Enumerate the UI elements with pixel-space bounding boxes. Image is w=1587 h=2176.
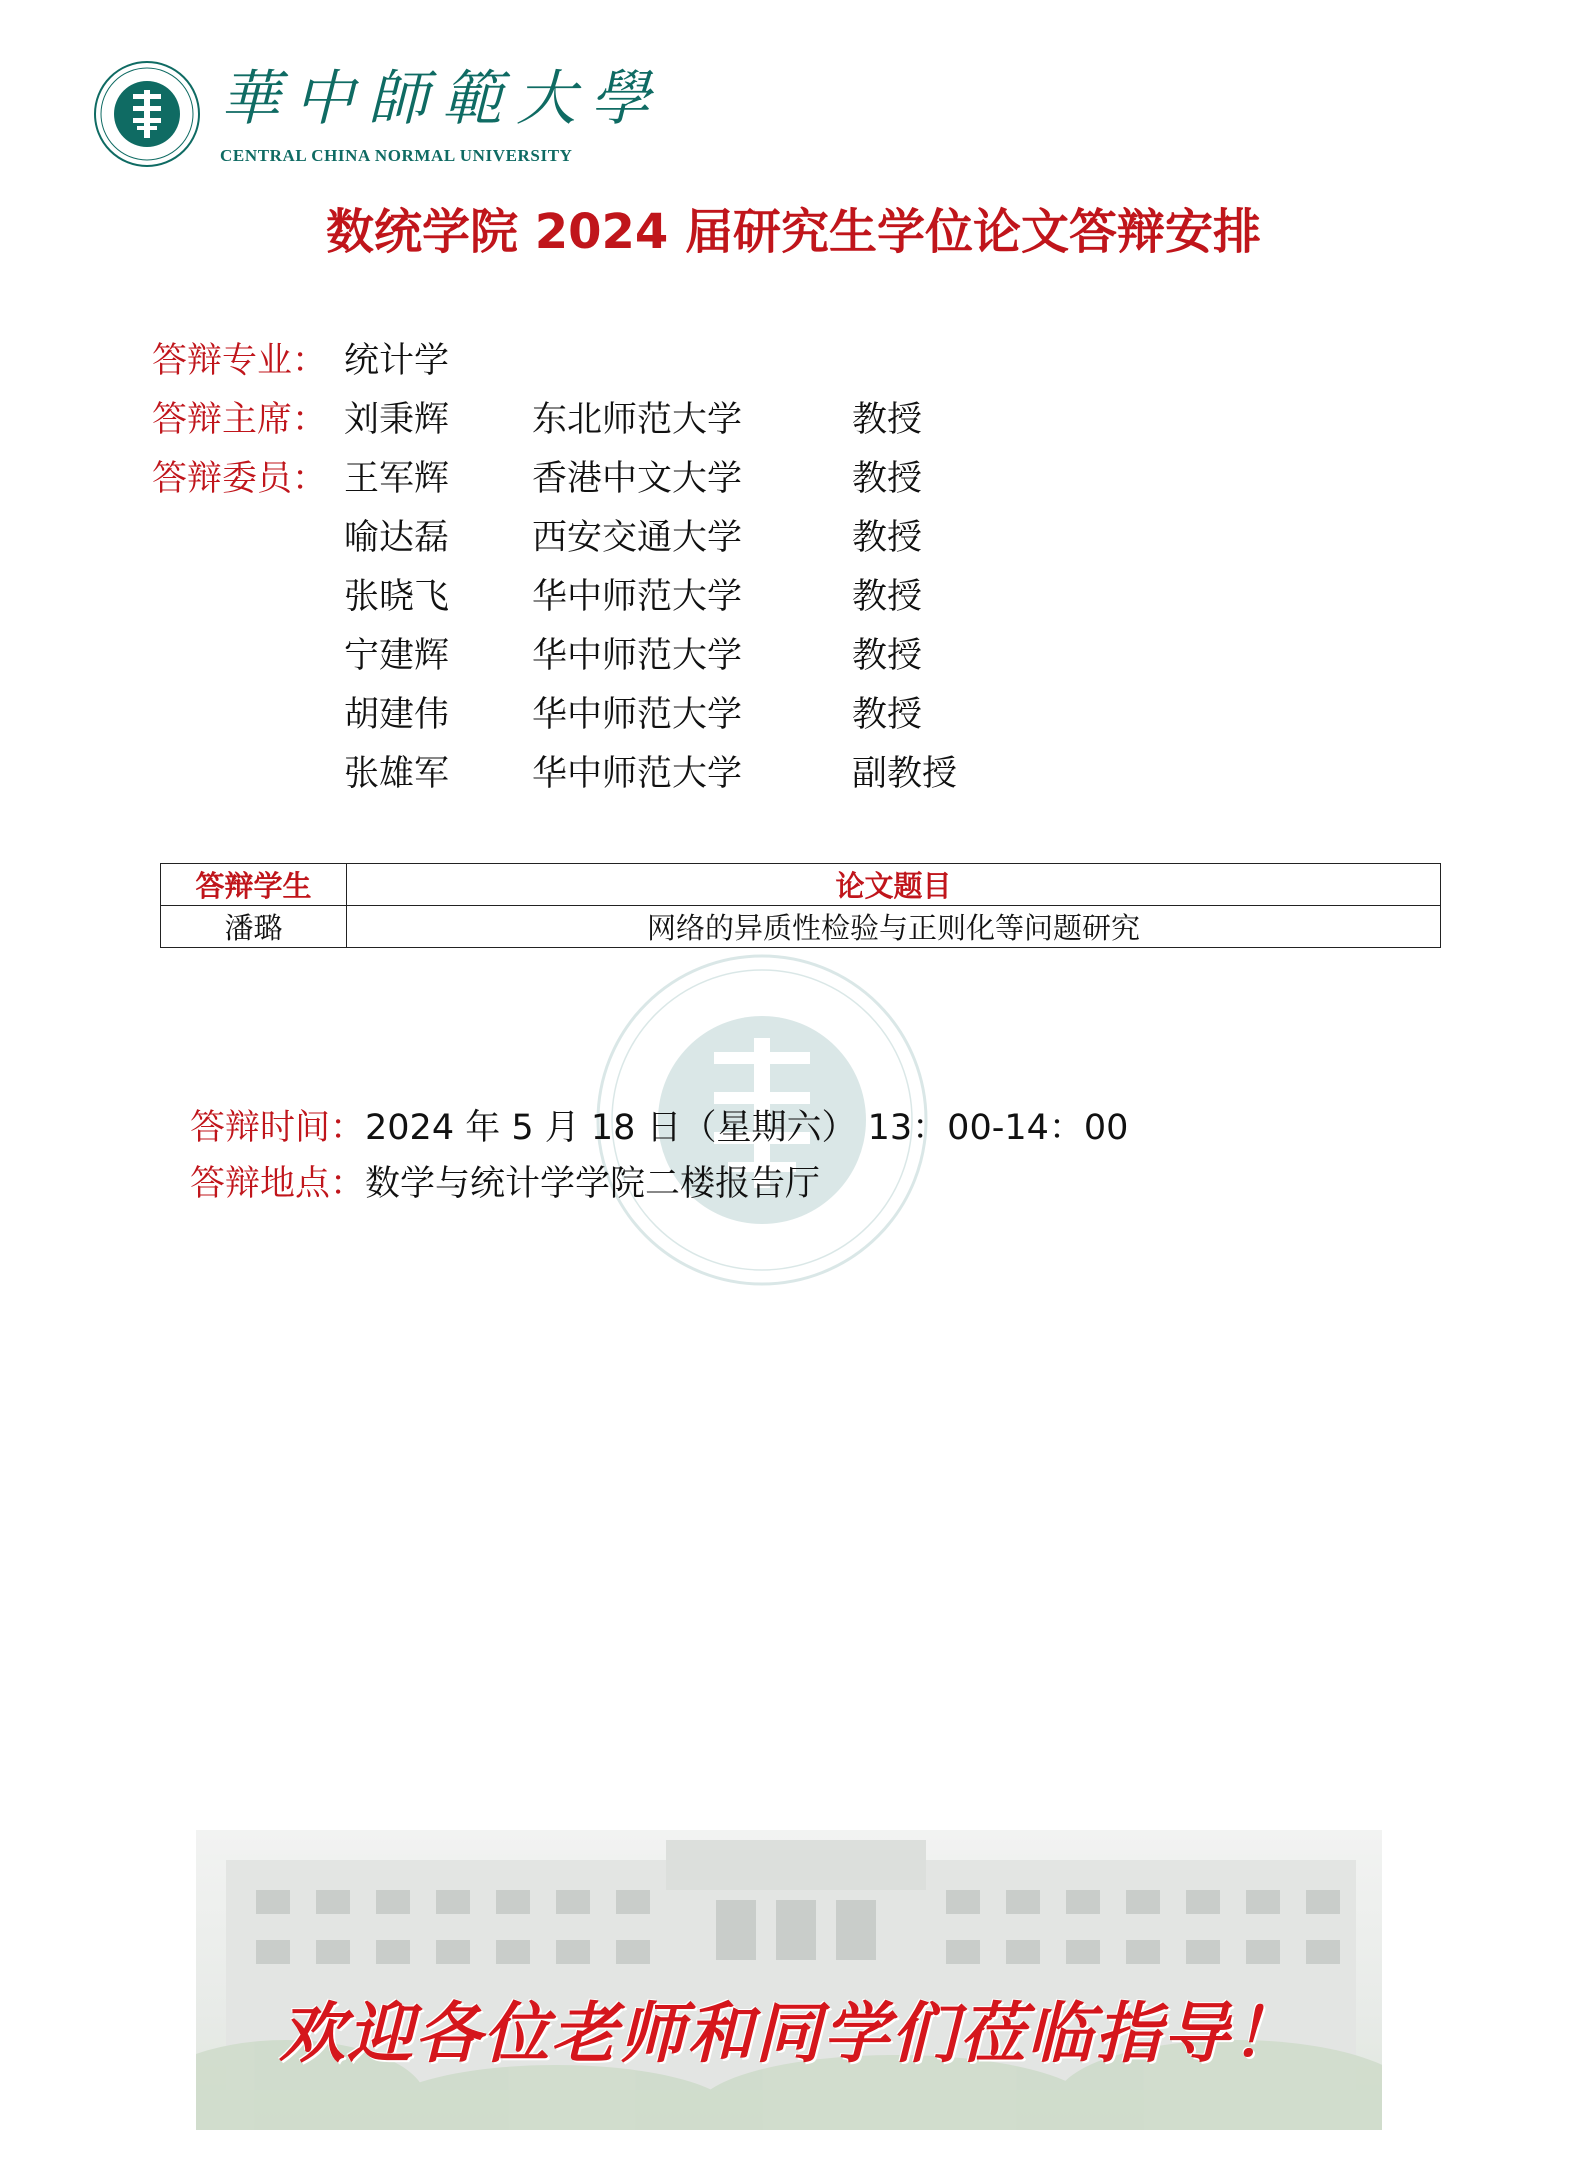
member-name: 张雄军 <box>344 754 450 794</box>
header-thesis-title: 论文题目 <box>347 864 1441 906</box>
university-emblem <box>93 60 201 168</box>
member-institution: 香港中文大学 <box>532 459 743 499</box>
chair-label: 答辩主席： <box>152 400 328 440</box>
chair-title: 教授 <box>852 400 923 440</box>
chair-name: 刘秉辉 <box>344 400 450 440</box>
member-title: 副教授 <box>852 754 958 794</box>
member-institution: 西安交通大学 <box>532 518 743 558</box>
major-label: 答辩专业： <box>152 341 328 381</box>
member-title: 教授 <box>852 577 923 617</box>
member-name: 王军辉 <box>344 459 450 499</box>
thesis-table <box>160 863 1441 948</box>
university-name-cn: 華中師範大學 <box>220 64 664 134</box>
table-header-row <box>161 864 1441 906</box>
place-label: 答辩地点： <box>190 1164 366 1204</box>
university-name-en: CENTRAL CHINA NORMAL UNIVERSITY <box>220 146 573 165</box>
member-institution: 华中师范大学 <box>532 577 743 617</box>
welcome-banner <box>196 1830 1382 2130</box>
member-name: 喻达磊 <box>344 518 450 558</box>
member-name: 宁建辉 <box>344 636 450 676</box>
page-title: 数统学院 2024 届研究生学位论文答辩安排 <box>325 204 1262 260</box>
member-institution: 华中师范大学 <box>532 636 743 676</box>
member-institution: 华中师范大学 <box>532 695 743 735</box>
major-value: 统计学 <box>344 341 450 381</box>
table-row <box>161 906 1441 948</box>
member-institution: 华中师范大学 <box>532 754 743 794</box>
time-row <box>190 1100 1128 1156</box>
member-title: 教授 <box>852 695 923 735</box>
welcome-text: 欢迎各位老师和同学们莅临指导！ <box>279 1995 1299 2072</box>
place-value: 数学与统计学学院二楼报告厅 <box>365 1164 821 1204</box>
place-row <box>190 1156 1128 1212</box>
schedule-section <box>190 1100 1128 1212</box>
member-title: 教授 <box>852 459 923 499</box>
chair-institution: 东北师范大学 <box>532 400 743 440</box>
student-name: 潘璐 <box>161 906 347 948</box>
member-name: 张晓飞 <box>344 577 450 617</box>
members-label: 答辩委员： <box>152 459 328 499</box>
header-student: 答辩学生 <box>161 864 347 906</box>
member-name: 胡建伟 <box>344 695 450 735</box>
member-title: 教授 <box>852 518 923 558</box>
thesis-title: 网络的异质性检验与正则化等问题研究 <box>347 906 1441 948</box>
time-value: 2024 年 5 月 18 日（星期六） 13：00-14：00 <box>365 1108 1129 1148</box>
member-title: 教授 <box>852 636 923 676</box>
time-label: 答辩时间： <box>190 1108 366 1148</box>
